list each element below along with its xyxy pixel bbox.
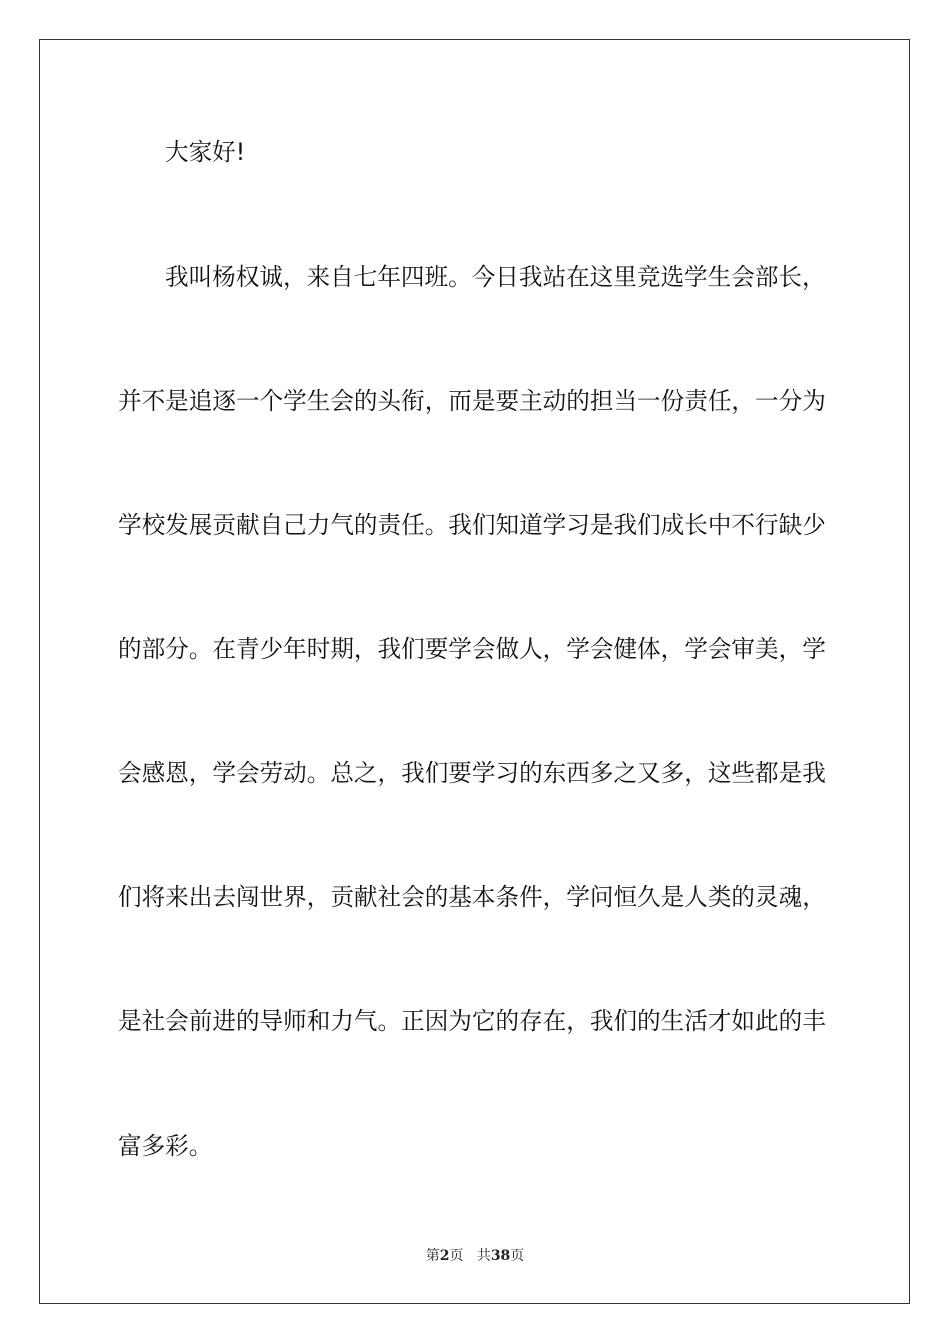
footer-total-prefix: 共 <box>476 1248 491 1264</box>
body-line-8: 富多彩。 <box>118 1132 213 1160</box>
body-line-7: 是社会前进的导师和力气。正因为它的存在，我们的生活才如此的丰 <box>118 1007 826 1035</box>
body-line-2: 并不是追逐一个学生会的头衔，而是要主动的担当一份责任，一分为 <box>118 387 826 415</box>
page-border <box>39 39 910 1304</box>
page-footer <box>0 1247 950 1265</box>
greeting-line: 大家好! <box>165 138 246 166</box>
footer-page-number: 2 <box>439 1248 450 1264</box>
body-line-1: 我叫杨权诚，来自七年四班。今日我站在这里竞选学生会部长， <box>165 263 826 291</box>
body-line-4: 的部分。在青少年时期，我们要学会做人，学会健体，学会审美，学 <box>118 635 826 663</box>
footer-total-pages: 38 <box>490 1248 511 1264</box>
footer-page-suffix: 页 <box>449 1248 464 1264</box>
footer-page-prefix: 第 <box>425 1248 440 1264</box>
body-line-5: 会感恩，学会劳动。总之，我们要学习的东西多之又多，这些都是我 <box>118 759 826 787</box>
body-line-3: 学校发展贡献自己力气的责任。我们知道学习是我们成长中不行缺少 <box>118 511 826 539</box>
footer-total-suffix: 页 <box>510 1248 525 1264</box>
body-line-6: 们将来出去闯世界，贡献社会的基本条件，学问恒久是人类的灵魂， <box>118 883 826 911</box>
